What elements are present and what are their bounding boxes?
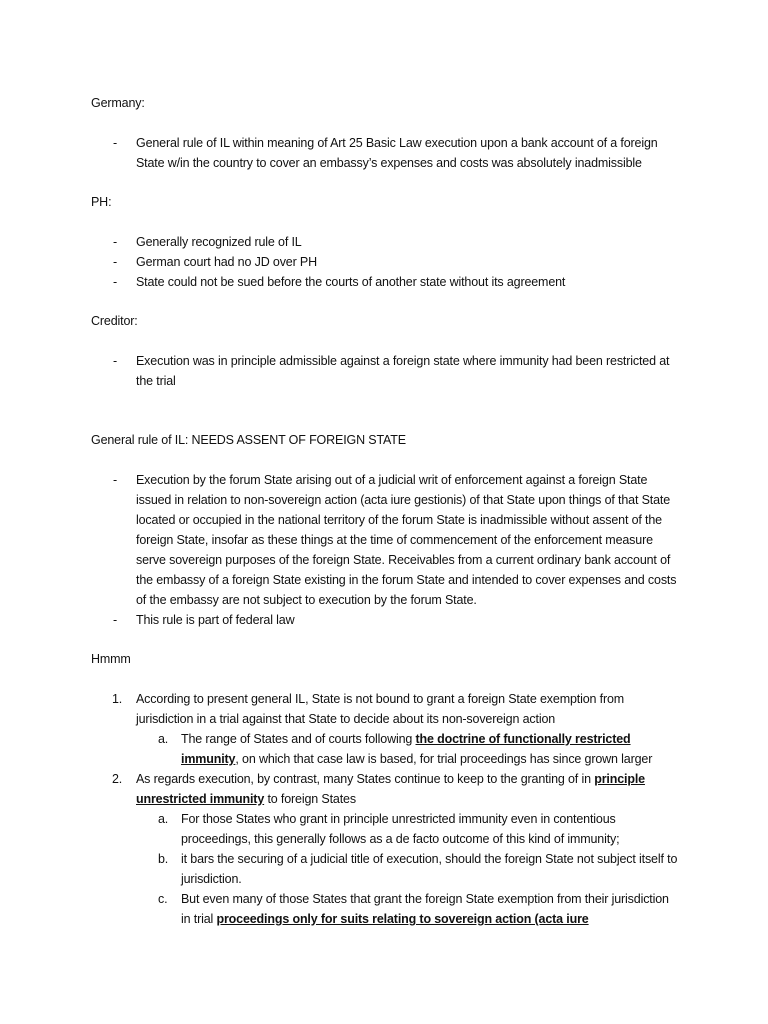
list-marker: b. — [158, 852, 169, 866]
numbered-item-2 — [91, 769, 678, 929]
lettered-list — [136, 809, 678, 929]
list-creditor — [91, 351, 678, 391]
list-item: - German court had no JD over PH — [91, 252, 678, 272]
lettered-item-a — [136, 729, 678, 769]
list-item: - Execution by the forum State arising out of a judicial writ of enforcement against a foreign State issued in relation to non-sovereign action (acta iure gestionis) of that State upon things of that State located or occupied in the national territory of the forum State is inadmissible without assent of the foreign State, insofar as these things at the time of commencement of the enforcement measure serve sovereign purposes of the foreign State. Receivables from a current ordinary bank account of the embassy of a foreign State existing in the forum State and intended to cover expenses and costs of the embassy are not subject to execution by the forum State. — [91, 470, 678, 610]
list-item: - State could not be sued before the courts of another state without its agreement — [91, 272, 678, 292]
numbered-item-1 — [91, 689, 678, 769]
list-general-rule — [91, 470, 678, 630]
item-text: to foreign States — [264, 792, 356, 806]
item-text: As regards execution, by contrast, many States continue to keep to the granting of in — [136, 772, 595, 786]
lettered-item-a — [136, 809, 678, 849]
list-item: - This rule is part of federal law — [91, 610, 678, 630]
item-text: it bars the securing of a judicial title of execution, should the foreign State not subject itself to jurisdiction. — [181, 852, 678, 886]
heading-general-rule: General rule of IL: NEEDS ASSENT OF FOREIGN STATE — [91, 433, 406, 447]
heading-ph: PH: — [91, 195, 112, 209]
underlined-phrase: proceedings only for suits relating to sovereign action (acta iure — [216, 912, 589, 926]
heading-hmmm: Hmmm — [91, 652, 131, 666]
list-item: - General rule of IL within meaning of Art 25 Basic Law execution upon a bank account of a foreign State w/in the country to cover an embassy’s expenses and costs was absolutely inadmissible — [91, 133, 678, 173]
item-text: , on which that case law is based, for trial proceedings has since grown larger — [235, 752, 653, 766]
list-marker: 1. — [112, 692, 123, 706]
item-text: But even many of those States that grant the foreign State exemption from their jurisdiction in trial — [181, 892, 669, 926]
list-ph — [91, 232, 678, 292]
underlined-phrase: principle unrestricted immunity — [136, 772, 645, 806]
numbered-list — [91, 689, 678, 929]
spacer — [91, 410, 678, 430]
list-item: - Execution was in principle admissible against a foreign state where immunity had been restricted at the trial — [91, 351, 678, 391]
underlined-phrase: the doctrine of functionally restricted immunity — [181, 732, 631, 766]
list-item: - Generally recognized rule of IL — [91, 232, 678, 252]
list-marker: c. — [158, 892, 168, 906]
item-text: According to present general IL, State is not bound to grant a foreign State exemption from jurisdiction in a trial against that State to decide about its non-sovereign action — [136, 692, 625, 726]
list-germany — [91, 133, 678, 173]
lettered-item-c — [136, 889, 678, 929]
item-text: For those States who grant in principle unrestricted immunity even in contentious proceedings, this generally follows as a de facto outcome of this kind of immunity; — [181, 812, 620, 846]
list-marker: a. — [158, 812, 169, 826]
heading-germany: Germany: — [91, 96, 145, 110]
item-text: The range of States and of courts following — [181, 732, 416, 746]
lettered-list — [136, 729, 678, 769]
list-marker: 2. — [112, 772, 123, 786]
lettered-item-b — [136, 849, 678, 889]
list-marker: a. — [158, 732, 169, 746]
heading-creditor: Creditor: — [91, 314, 138, 328]
